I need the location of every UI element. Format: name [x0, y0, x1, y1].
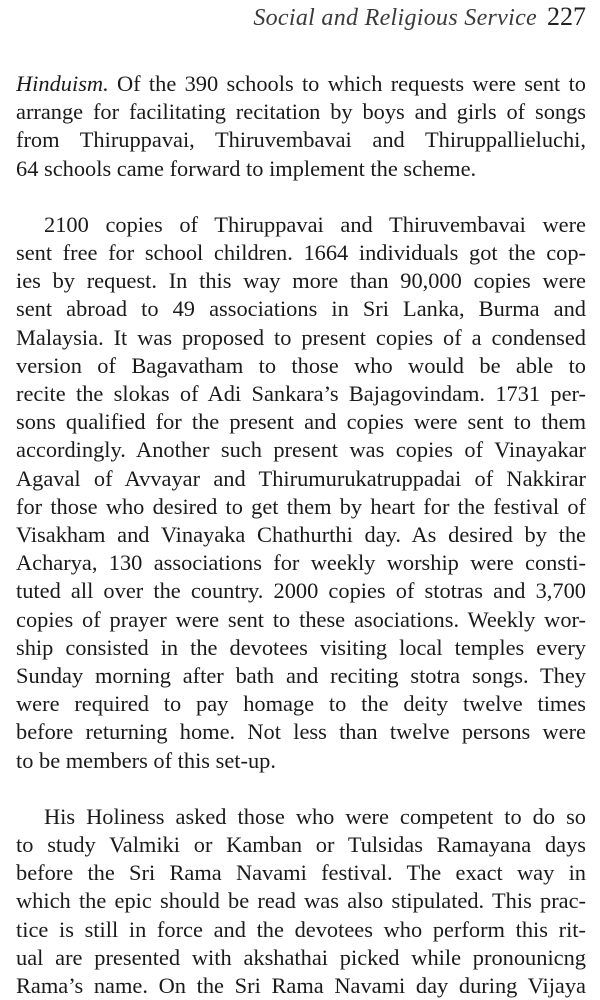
text-line: Hinduism. Of the 390 schools to which requests were sent to — [16, 71, 586, 96]
text-line: His Holiness asked those who were competent to do so — [44, 803, 586, 829]
text-line: Agaval of Avvayar and Thirumurukatruppadai of Nakkirar — [16, 465, 586, 491]
text-line: sons qualified for the present and copies were sent to them — [16, 409, 586, 435]
text-line: before the Sri Rama Navami festival. The exact way in — [16, 860, 586, 886]
text-line: recite the slokas of Adi Sankara’s Bajagovindam. 1731 per- — [16, 381, 586, 407]
text-line: to be members of this set-up. — [16, 747, 276, 773]
text-line: for those who desired to get them by heart for the festival of — [16, 493, 586, 519]
text-line: accordingly. Another such present was copies of Vinayakar — [16, 437, 586, 463]
paragraph-3 — [16, 803, 586, 1000]
text-line: sent abroad to 49 associations in Sri Lanka, Burma and — [16, 296, 586, 322]
text-line: copies of prayer were sent to these asociations. Weekly wor- — [16, 606, 586, 632]
text-line: Acharya, 130 associations for weekly worship were consti- — [16, 550, 586, 576]
text-line: sent free for school children. 1664 individuals got the cop- — [16, 240, 586, 266]
running-head — [253, 2, 586, 36]
text-line: tuted all over the country. 2000 copies of stotras and 3,700 — [16, 578, 586, 604]
text-line: version of Bagavatham to those who would be able to — [16, 352, 586, 378]
body-text — [16, 70, 586, 1000]
text-line: which the epic should be read was also stipulated. This prac- — [16, 888, 586, 914]
text-line: were required to pay homage to the deity twelve times — [16, 691, 586, 717]
text-line: Rama’s name. On the Sri Rama Navami day during Vijaya — [16, 973, 586, 999]
text-line: arrange for facilitating recitation by boys and girls of songs — [16, 99, 586, 125]
running-title: Social and Religious Service — [253, 5, 537, 31]
text-line: 2100 copies of Thiruppavai and Thiruvembavai were — [44, 211, 586, 237]
text-line: before returning home. Not less than twelve persons were — [16, 719, 586, 745]
page-number: 227 — [547, 2, 586, 31]
text-line: 64 schools came forward to implement the scheme. — [16, 155, 477, 181]
italic-term: Hinduism. — [16, 71, 109, 96]
text-line: Sunday morning after bath and reciting stotra songs. They — [16, 663, 586, 689]
text-line: ies by request. In this way more than 90,000 copies were — [16, 268, 586, 294]
text-line: ship consisted in the devotees visiting local temples every — [16, 634, 586, 660]
text-line: to study Valmiki or Kamban or Tulsidas Ramayana days — [16, 832, 586, 858]
paragraph-1 — [16, 70, 586, 183]
text-line: Visakham and Vinayaka Chathurthi day. As desired by the — [16, 522, 586, 548]
text-line: from Thiruppavai, Thiruvembavai and Thiruppallieluchi, — [16, 127, 586, 153]
text-line: tice is still in force and the devotees who perform this rit- — [16, 916, 586, 942]
paragraph-2 — [16, 211, 586, 775]
text-line: Malaysia. It was proposed to present copies of a condensed — [16, 324, 586, 350]
text-line: ual are presented with akshathai picked while pronounicng — [16, 944, 586, 970]
